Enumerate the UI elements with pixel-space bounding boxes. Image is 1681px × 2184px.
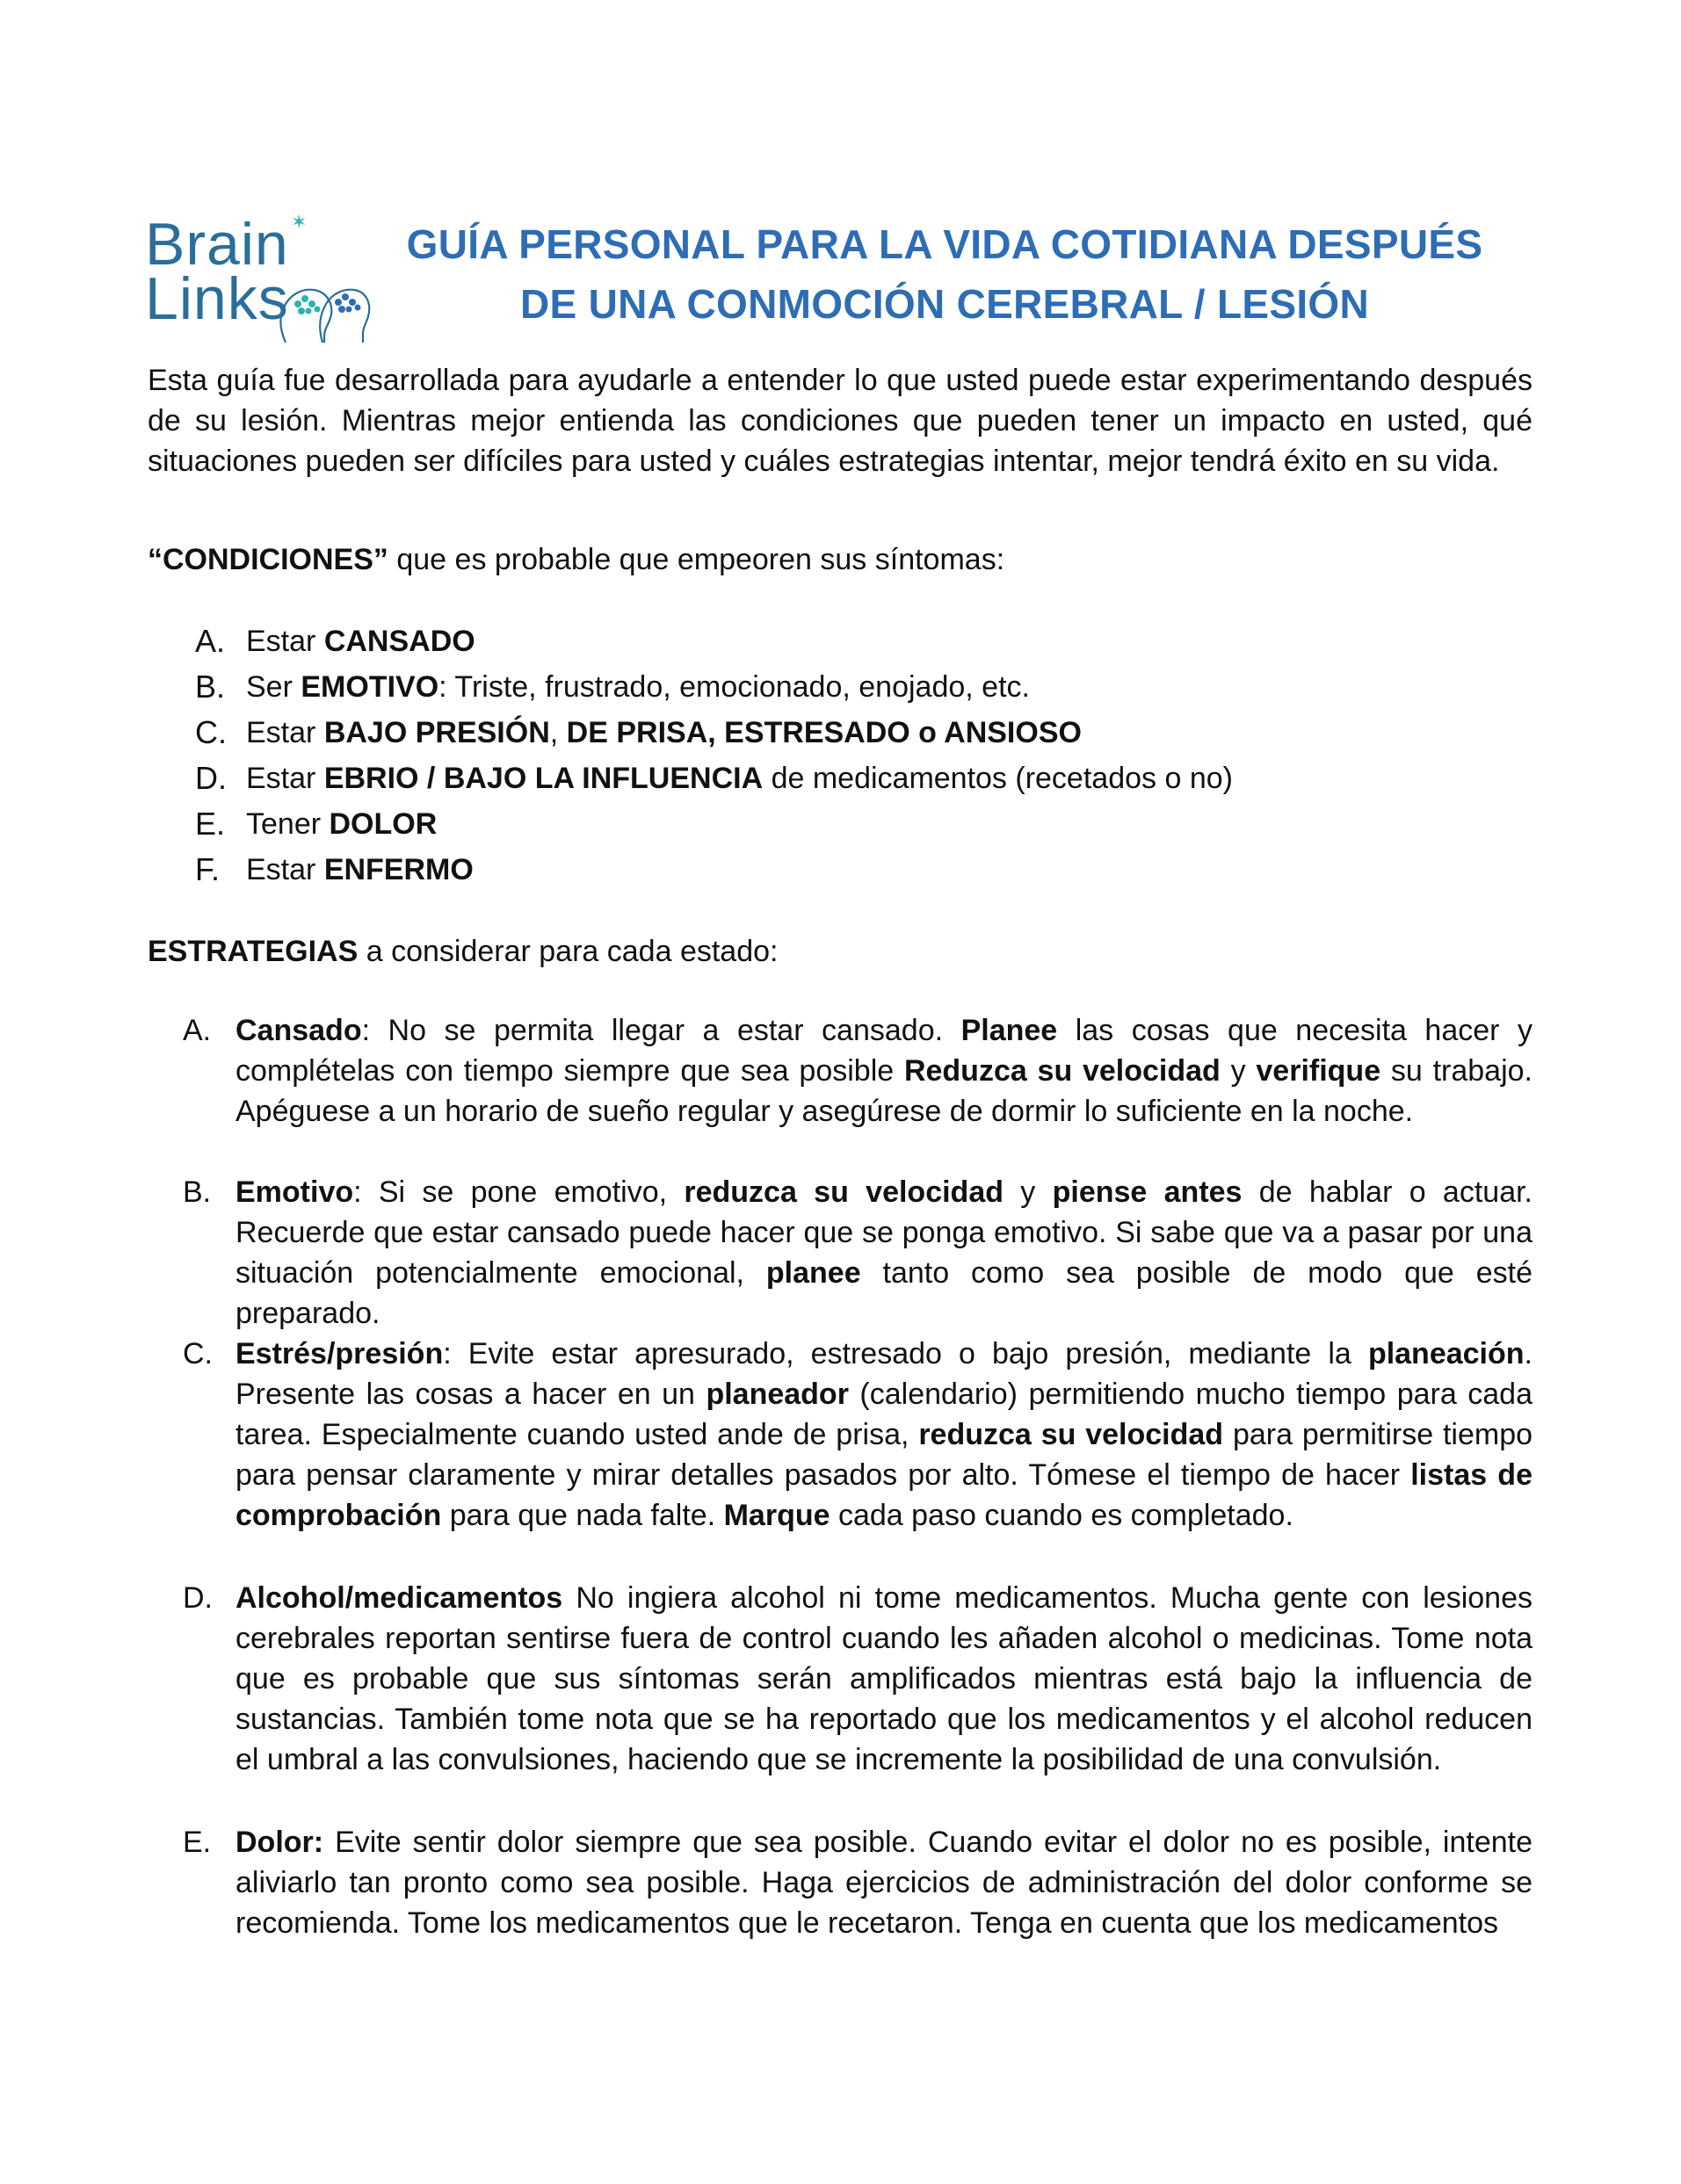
item-bold: BAJO PRESIÓN [323,716,550,749]
list-letter: B. [195,669,226,705]
text-run: tanto como sea posible de modo que esté preparado. [235,1256,1532,1330]
list-letter: E. [195,806,226,842]
list-letter: A. [183,1014,212,1047]
list-item [195,618,1233,664]
bold-phrase: reduzca su velocidad [684,1175,1004,1209]
bold-phrase: planee [765,1256,861,1290]
bold-phrase: listas de comprobación [235,1458,1532,1532]
bold-phrase: Marque [723,1499,830,1532]
list-item [195,847,1233,893]
bold-phrase: verifique [1256,1054,1381,1088]
bold-phrase: Reduzca su velocidad [903,1054,1221,1088]
text-run: . Presente las cosas a hacer en un [235,1337,1532,1411]
logo-links-text: Links [145,265,289,332]
item-bold: EBRIO / BAJO LA INFLUENCIA [323,762,764,795]
list-item [195,756,1233,801]
strategy-text [235,1822,1532,1943]
bold-phrase: planeador [706,1378,849,1411]
conditions-heading-bold: “CONDICIONES” [148,543,388,576]
strategy-text [235,1334,1532,1536]
brain-links-logo [145,211,373,346]
text-run: : Evite estar apresurado, estresado o bajo presión, mediante la [443,1337,1368,1370]
item-text: : Triste, frustrado, emocionado, enojado, etc. [438,670,1030,704]
strategy-text [235,1172,1532,1334]
bold-phrase: Alcohol/medicamentos [235,1581,563,1615]
item-text: de medicamentos (recetados o no) [763,762,1233,795]
text-run: : No se permita llegar a estar cansado. [361,1014,961,1047]
text-run: para que nada falte. [441,1499,724,1532]
list-letter: E. [183,1826,212,1859]
item-text: Estar [246,853,324,886]
page-title [378,214,1511,334]
bold-phrase: reduzca su velocidad [918,1418,1224,1451]
item-text: Estar [246,625,324,658]
list-letter: F. [195,851,221,887]
strategies-heading [148,931,778,972]
item-text: Estar [246,716,324,749]
text-run: cada paso cuando es completado. [830,1499,1293,1532]
conditions-heading [148,539,1004,580]
bold-phrase: Estrés/presión [235,1337,444,1370]
title-line-2: DE UNA CONMOCIÓN CEREBRAL / LESIÓN [519,281,1370,327]
bold-phrase: Emotivo [235,1175,354,1209]
list-item [195,664,1233,710]
strategy-text [235,1578,1532,1780]
strategies-heading-bold: ESTRATEGIAS [148,935,359,968]
title-line-1: GUÍA PERSONAL PARA LA VIDA COTIDIANA DESPUÉS [406,221,1483,267]
list-letter: D. [195,760,227,796]
list-letter: C. [195,714,227,750]
text-run: su trabajo. Apéguese a un horario de sueño regular y asegúrese de dormir lo suficiente en la noche. [235,1054,1532,1128]
brain-heads-icon [275,278,373,346]
bold-phrase: Cansado [235,1014,362,1047]
strategies-heading-rest: a considerar para cada estado: [358,935,779,968]
item-bold: ENFERMO [323,853,474,886]
text-run: Evite sentir dolor siempre que sea posible. Cuando evitar el dolor no es posible, intente aliviarlo tan pronto como sea posible. Haga ejercicios de administración del dolor conforme se recomienda. Tome los medicamentos que le recetaron. Tenga en cuenta que los medicamentos [235,1826,1532,1940]
list-letter: D. [183,1581,213,1615]
item-text: Estar [246,762,324,795]
bold-phrase: Planee [960,1014,1058,1047]
item-text: , [549,716,567,749]
list-letter: A. [195,623,226,659]
bold-phrase: planeación [1367,1337,1525,1370]
text-run: (calendario) permitiendo mucho tiempo para cada tarea. Especialmente cuando usted ande de prisa, [235,1378,1532,1451]
item-text: Tener [246,807,330,841]
conditions-list [195,618,1233,893]
text-run: y [1220,1054,1257,1088]
sparkle-icon: ✶ [291,211,308,233]
text-run: las cosas que necesita hacer y complételas con tiempo siempre que sea posible [235,1014,1533,1088]
item-bold: DE PRISA, ESTRESADO o ANSIOSO [566,716,1082,749]
bold-phrase: Dolor: [235,1826,324,1859]
intro-paragraph: Esta guía fue desarrollada para ayudarle a entender lo que usted puede estar experimentando después de su lesión. Mientras mejor entienda las condiciones que pueden tener un impacto en usted, qué situaciones pueden ser difíciles para usted y cuáles estrategias intentar, mejor tendrá éxito en su vida. [148,364,1532,478]
conditions-heading-rest: que es probable que empeoren sus síntomas: [388,543,1005,576]
list-item [195,801,1233,847]
item-text: Ser [246,670,301,704]
text-run: de hablar o actuar. Recuerde que estar cansado puede hacer que se ponga emotivo. Si sabe que va a pasar por una situación potencialmente emocional, [235,1175,1532,1290]
strategy-text [235,1010,1532,1132]
list-letter: B. [183,1175,212,1209]
item-bold: DOLOR [329,807,438,841]
logo-brain-text: Brain [145,211,289,278]
text-run: para permitirse tiempo para pensar claramente y mirar detalles pasados por alto. Tómese el tiempo de hacer [235,1418,1533,1492]
text-run: y [1004,1175,1053,1209]
text-run: : Si se pone emotivo, [353,1175,685,1209]
item-bold: EMOTIVO [301,670,439,704]
item-bold: CANSADO [323,625,475,658]
text-run: No ingiera alcohol ni tome medicamentos. Mucha gente con lesiones cerebrales reportan sentirse fuera de control cuando les añaden alcohol o medicinas. Tome nota que es probable que sus síntomas serán amplificados mientras está bajo la influencia de sustancias. También tome nota que se ha reportado que los medicamentos y el alcohol reducen el umbral a las convulsiones, haciendo que se incremente la posibilidad de una convulsión. [235,1581,1532,1776]
bold-phrase: piense antes [1052,1175,1243,1209]
list-item [195,710,1233,756]
list-letter: C. [183,1337,213,1370]
